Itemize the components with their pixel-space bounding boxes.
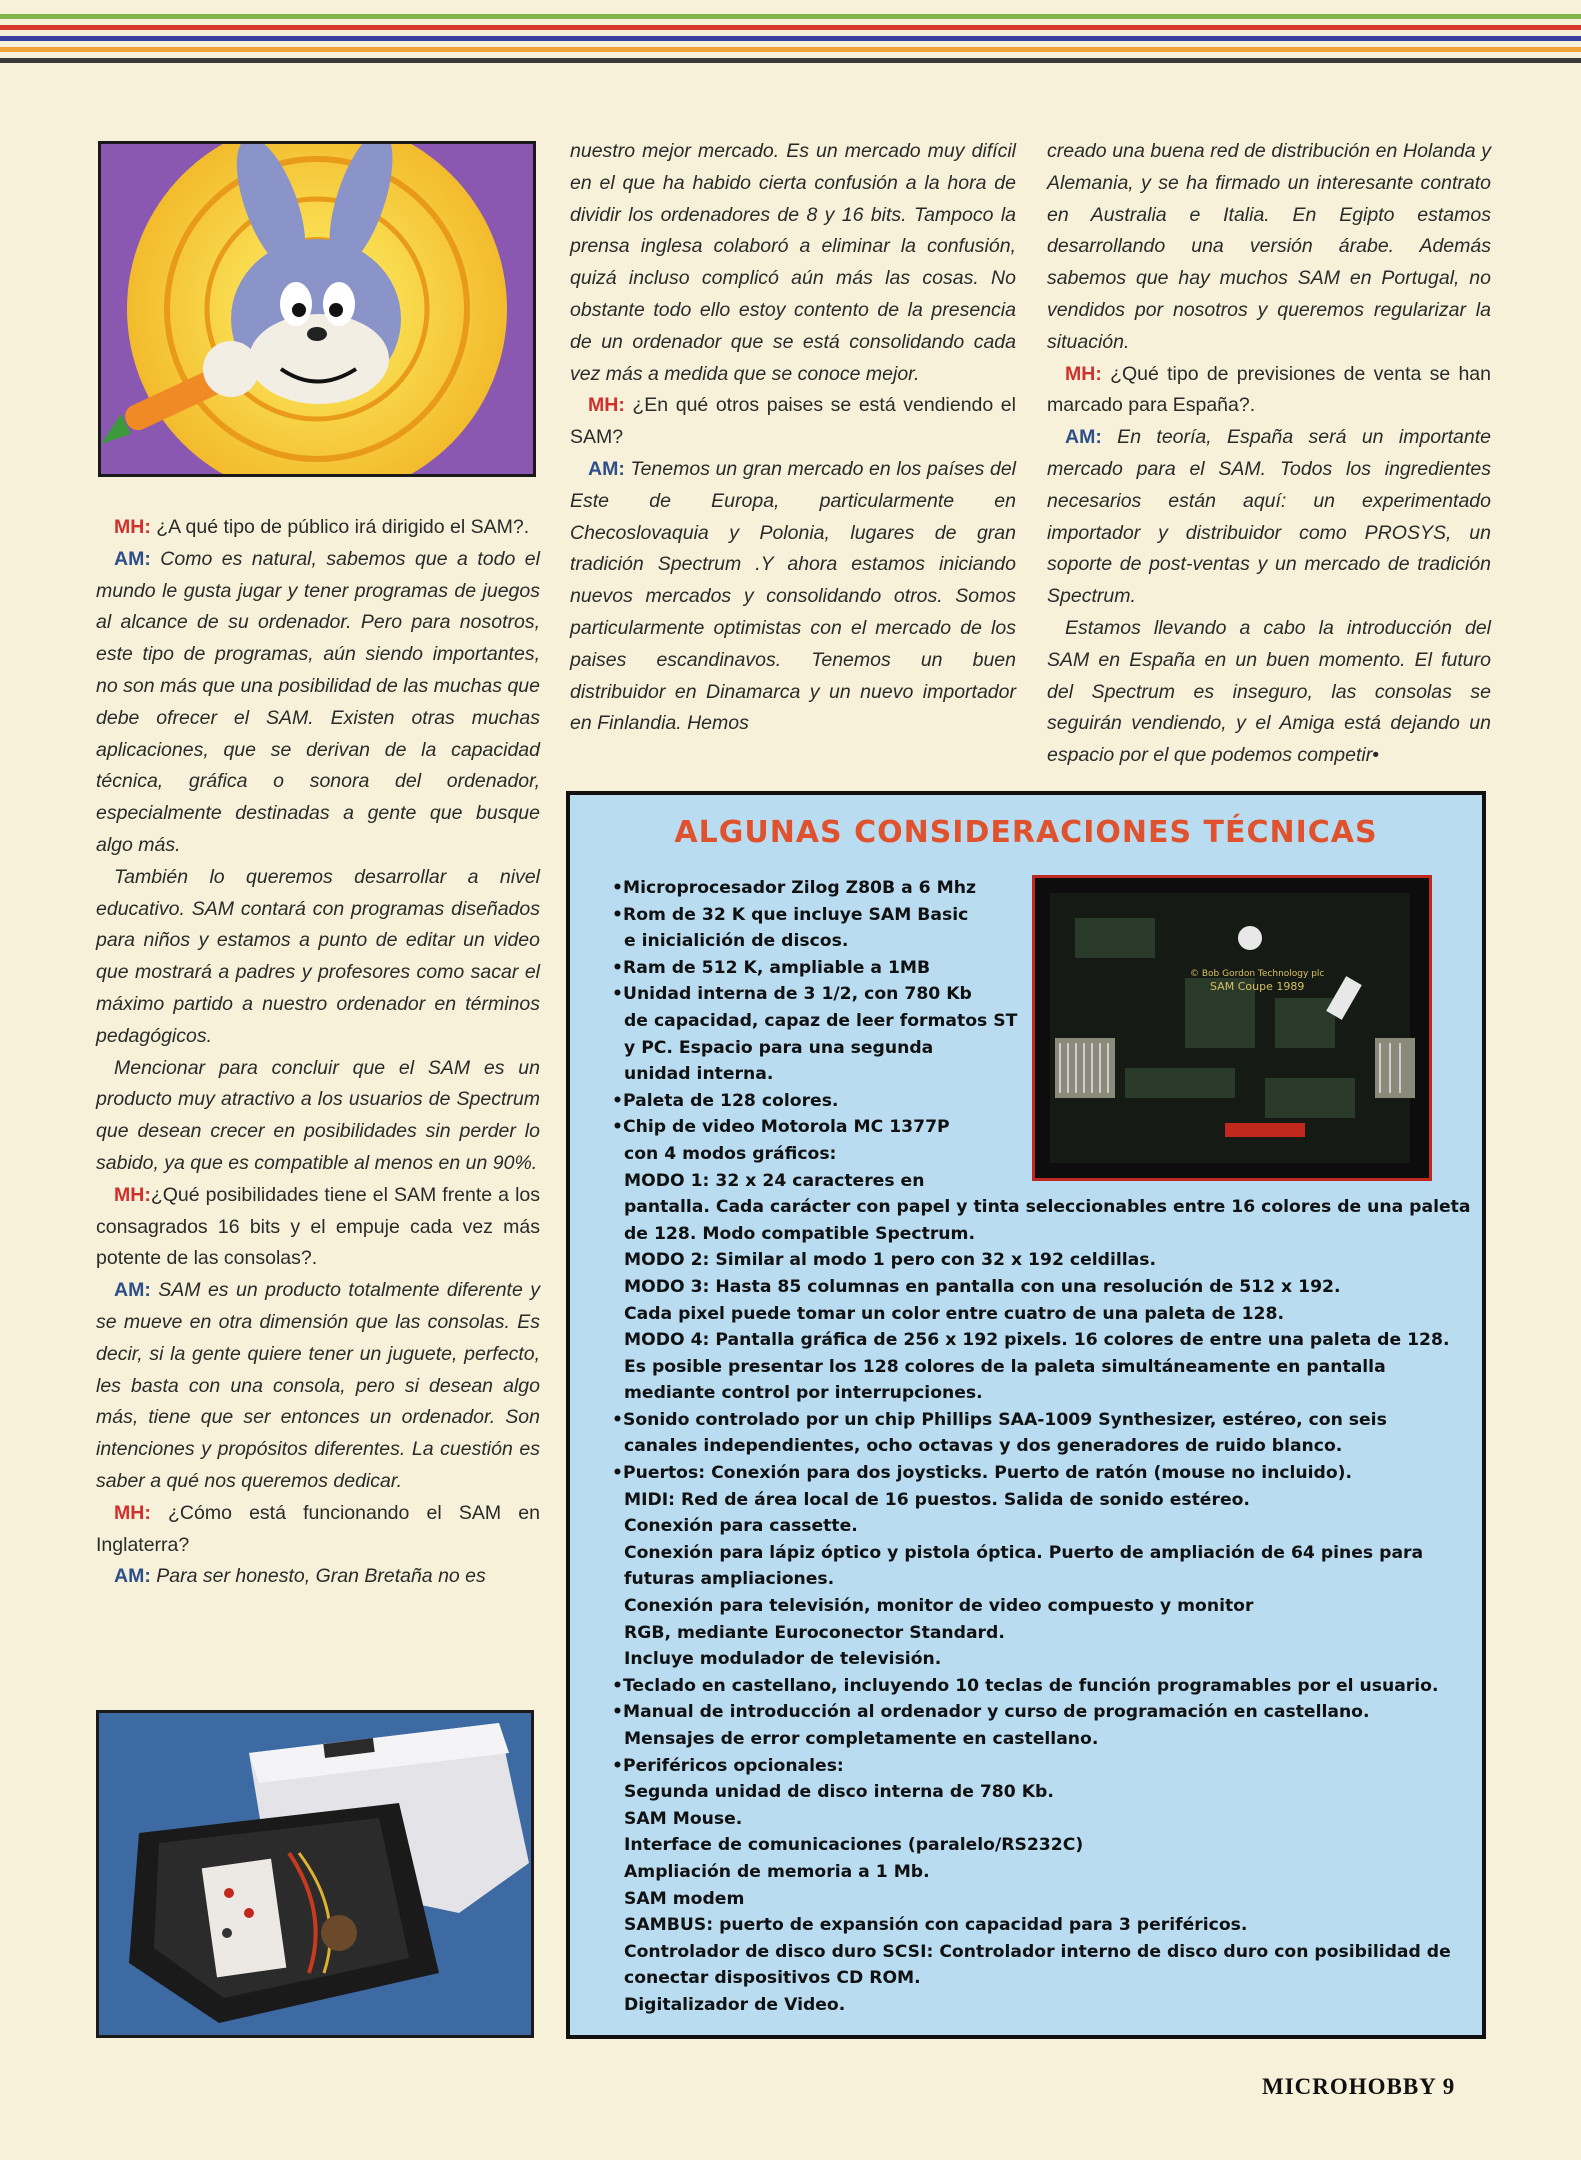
spec-line: MIDI: Red de área local de 16 puestos. Salida de sonido estéreo.: [624, 1489, 1250, 1510]
paragraph-text: ¿Qué tipo de previsiones de venta se han marcado para España?.: [1047, 362, 1491, 417]
paragraph: [96, 544, 540, 862]
spec-line: MODO 4: Pantalla gráfica de 256 x 192 pixels. 16 colores de entre una paleta de 128.: [624, 1330, 1450, 1351]
paragraph: creado una buena red de distribución en Holanda y Alemania, y se ha firmado un interesante contrato en Australia e Italia. En Egipto estamos desarrollando una versión árabe. Además sabemos que hay muchos SAM en Portugal, no vendidos por nosotros y queremos regularizar la situación.: [1047, 140, 1491, 353]
spec-line: SAM modem: [624, 1888, 745, 1909]
paragraph-text: En teoría, España será un importante mercado para el SAM. Todos los ingredientes necesarios están aquí: un experimentado importador y distribuidor como PROSYS, un soporte de post-ventas y un mercado de tradición Spectrum.: [1047, 426, 1491, 608]
speaker-label: AM:: [114, 1565, 151, 1588]
paragraph-text: ¿A qué tipo de público irá dirigido el SAM?.: [150, 516, 530, 538]
spec-line: de 128. Modo compatible Spectrum.: [624, 1223, 975, 1244]
paragraph: [570, 454, 1016, 740]
spec-line: pantalla. Cada carácter con papel y tinta seleccionables entre 16 colores de una paleta: [624, 1197, 1471, 1218]
spec-line: •Periféricos opcionales:: [612, 1755, 844, 1776]
spec-line: mediante control por interrupciones.: [624, 1383, 983, 1404]
board-model-label: SAM Coupe 1989: [1210, 980, 1305, 993]
paragraph: [96, 1180, 540, 1275]
paragraph: [96, 1275, 540, 1498]
speaker-label: AM:: [114, 1279, 151, 1302]
paragraph-text: ¿Qué posibilidades tiene el SAM frente a los consagrados 16 bits y el empuje cada vez más potente de las consolas?.: [96, 1183, 540, 1270]
paragraph: [96, 1498, 540, 1562]
paragraph: nuestro mejor mercado. Es un mercado muy difícil en el que ha habido cierta confusión a la hora de dividir los ordenadores de 8 y 16 bits. Tampoco la prensa inglesa colaboró a eliminar la confusión, quizá incluso complicó aún más las cosas. No obstante todo ello estoy contento de la presencia de un ordenador que se está consolidando cada vez más a medida que se conoce mejor.: [570, 140, 1016, 385]
spec-line: unidad interna.: [624, 1064, 774, 1085]
speaker-label: AM:: [1065, 426, 1102, 449]
speaker-label: AM:: [588, 457, 625, 480]
spec-line: Incluye modulador de televisión.: [624, 1649, 942, 1670]
spec-line: Mensajes de error completamente en castellano.: [624, 1729, 1099, 1749]
paragraph: [96, 1561, 540, 1593]
paragraph: [1047, 422, 1491, 613]
spec-line: Interface de comunicaciones (paralelo/RS232C): [624, 1835, 1084, 1856]
spec-line: MODO 1: 32 x 24 caracteres en: [624, 1170, 925, 1191]
spec-line: •Rom de 32 K que incluye SAM Basic: [612, 904, 969, 925]
spec-line: Digitalizador de Video.: [624, 1994, 846, 2015]
speaker-label: AM:: [114, 547, 151, 570]
technical-specs-box: [566, 791, 1486, 2039]
speaker-label: MH:: [114, 1501, 151, 1524]
spec-line: Conexión para televisión, monitor de video compuesto y monitor: [624, 1596, 1254, 1617]
paragraph-text: ¿En qué otros paises se está vendiendo el SAM?: [570, 394, 1016, 449]
spec-line: con 4 modos gráficos:: [624, 1143, 837, 1164]
paragraph: [1047, 359, 1491, 423]
spec-line: conectar dispositivos CD ROM.: [624, 1968, 921, 1989]
spec-line: SAMBUS: puerto de expansión con capacidad para 3 periféricos.: [624, 1915, 1248, 1936]
paragraph: [570, 390, 1016, 454]
spec-line: MODO 3: Hasta 85 columnas en pantalla con una resolución de 512 x 192.: [624, 1276, 1341, 1297]
spec-line: Segunda unidad de disco interna de 780 Kb.: [624, 1782, 1054, 1803]
spec-line: •Unidad interna de 3 1/2, con 780 Kb: [612, 984, 972, 1005]
spec-line: canales independientes, ocho octavas y dos generadores de ruido blanco.: [624, 1436, 1343, 1457]
paragraph-text: ¿Cómo está funcionando el SAM en Inglaterra?: [96, 1501, 540, 1556]
speaker-label: MH:: [588, 394, 625, 417]
speaker-label: MH:: [114, 1183, 151, 1206]
spec-line: Es posible presentar los 128 colores de la paleta simultáneamente en pantalla: [624, 1356, 1386, 1377]
spec-line: futuras ampliaciones.: [624, 1569, 835, 1590]
paragraph: También lo queremos desarrollar a nivel educativo. SAM contará con programas diseñados para niños y estamos a punto de editar un video que mostrará a padres y profesores como sacar el máximo partido a nuestro ordenador en términos pedagógicos.: [96, 865, 540, 1047]
column-3: [1047, 136, 1491, 772]
spec-line: de capacidad, capaz de leer formatos ST: [624, 1010, 1018, 1031]
column-1: [96, 512, 540, 1593]
spec-line: •Manual de introducción al ordenador y curso de programación en castellano.: [612, 1702, 1370, 1723]
speaker-label: MH:: [114, 516, 151, 538]
cartoon-rabbit-image: [98, 141, 536, 477]
spec-line: Controlador de disco duro SCSI: Controlador interno de disco duro con posibilidad de: [624, 1941, 1451, 1962]
spec-line: •Paleta de 128 colores.: [612, 1090, 839, 1111]
spec-line: •Microprocesador Zilog Z80B a 6 Mhz: [612, 878, 976, 898]
spec-line: Conexión para lápiz óptico y pistola óptica. Puerto de ampliación de 64 pines para: [624, 1542, 1424, 1563]
speaker-label: MH:: [1065, 362, 1102, 385]
motherboard-image: [1032, 875, 1432, 1181]
paragraph-text: Para ser honesto, Gran Bretaña no es: [150, 1565, 486, 1588]
spec-line: Ampliación de memoria a 1 Mb.: [624, 1861, 930, 1882]
page-footer: MICROHOBBY 9: [1262, 2074, 1456, 2099]
spec-line: •Ram de 512 K, ampliable a 1MB: [612, 957, 931, 978]
paragraph-text: SAM es un producto totalmente diferente y se mueve en otra dimensión que las consolas. Es decir, si la gente quiere tener un juguete, perfecto, les basta con una consola, pero si desean algo más, tiene que ser entonces un ordenador. Son intenciones y propósitos diferentes. La cuestión es saber a qué nos queremos dedicar.: [96, 1279, 540, 1492]
paragraph-text: Tenemos un gran mercado en los países del Este de Europa, particularmente en Checoslovaquia y Polonia, lugares de gran tradición Spectrum .Y ahora estamos iniciando nuevos mercados y consolidando otros. Somos particularmente optimistas con el mercado de los paises escandinavos. Tenemos un buen distribuidor en Dinamarca y un nuevo importador en Finlandia. Hemos: [570, 457, 1016, 735]
spec-line: y PC. Espacio para una segunda: [624, 1037, 934, 1058]
paragraph: Mencionar para concluir que el SAM es un producto muy atractivo a los usuarios de Spectrum que desean crecer en posibilidades sin perder lo sabido, ya que es compatible al menos en un 90%.: [96, 1056, 540, 1174]
spec-line: •Chip de video Motorola MC 1377P: [612, 1117, 950, 1138]
spec-line: RGB, mediante Euroconector Standard.: [624, 1622, 1005, 1643]
board-maker-label: © Bob Gordon Technology plc: [1190, 969, 1325, 979]
top-color-stripes: [0, 14, 1581, 69]
paragraph-text: Como es natural, sabemos que a todo el mundo le gusta jugar y tener programas de juegos al alcance de su ordenador. Pero para nosotros, este tipo de programas, aún siendo importantes, no son más que una posibilidad de las muchas que debe ofrecer el SAM. Existen otras muchas aplicaciones, que se derivan de la capacidad técnica, gráfica o sonora del ordenador, especialmente destinadas a gente que busque algo más.: [96, 547, 540, 856]
paragraph: [96, 512, 540, 544]
spec-line: Cada pixel puede tomar un color entre cuatro de una paleta de 128.: [624, 1303, 1284, 1324]
spec-line: •Puertos: Conexión para dos joysticks. Puerto de ratón (mouse no incluido).: [612, 1463, 1353, 1484]
spec-line: •Teclado en castellano, incluyendo 10 teclas de función programables por el usuario.: [612, 1675, 1439, 1696]
spec-line: e inicialición de discos.: [624, 931, 849, 952]
box-title: ALGUNAS CONSIDERACIONES TÉCNICAS: [674, 815, 1378, 850]
spec-line: SAM Mouse.: [624, 1808, 743, 1829]
paragraph: Estamos llevando a cabo la introducción del SAM en España en un buen momento. El futuro del Spectrum es inseguro, las consolas se seguirán vendiendo, y el Amiga está dejando un espacio por el que podemos competir•: [1047, 616, 1491, 767]
spec-line: MODO 2: Similar al modo 1 pero con 32 x 192 celdillas.: [624, 1250, 1156, 1271]
spec-line: •Sonido controlado por un chip Phillips SAA-1009 Synthesizer, estéreo, con seis: [612, 1409, 1387, 1430]
spec-line: Conexión para cassette.: [624, 1516, 858, 1537]
column-2: [570, 136, 1016, 740]
sam-computer-image: [96, 1710, 534, 2038]
